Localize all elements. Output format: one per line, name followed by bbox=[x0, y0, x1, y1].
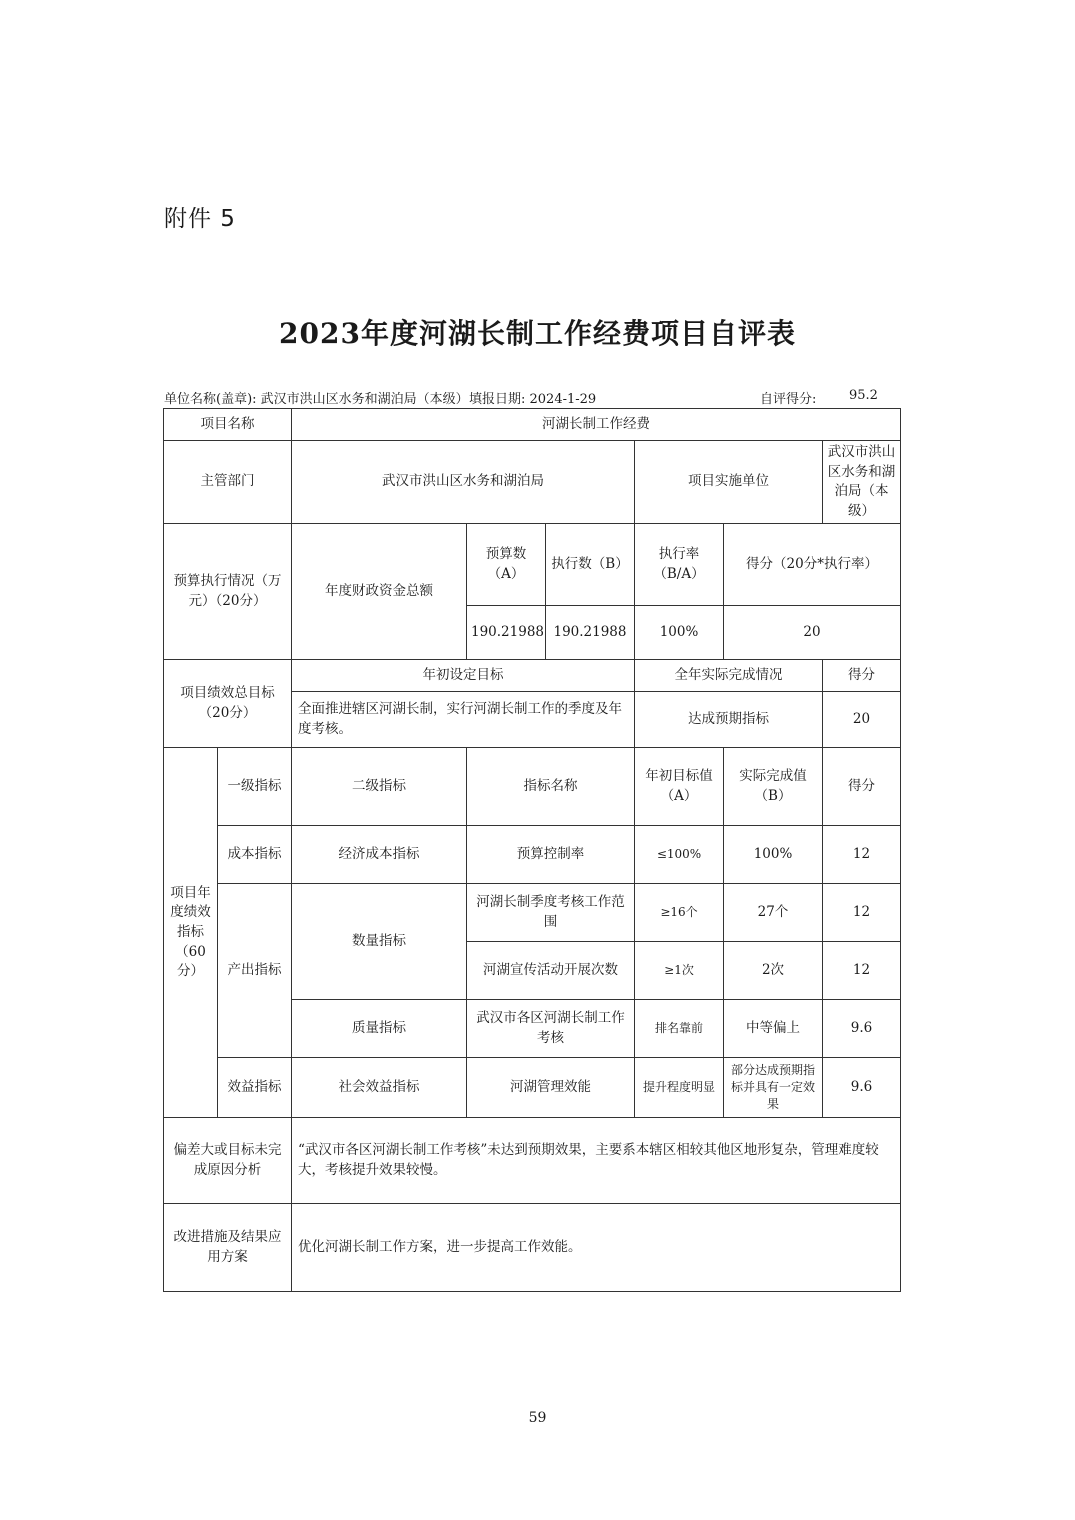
level2-header: 二级指标 bbox=[292, 748, 467, 826]
level2-quality: 质量指标 bbox=[292, 1000, 467, 1058]
table-row bbox=[164, 884, 901, 942]
actual-completion-header: 全年实际完成情况 bbox=[635, 660, 823, 692]
table-row bbox=[164, 826, 901, 884]
goal-score-header: 得分 bbox=[823, 660, 901, 692]
indicator-score: 12 bbox=[823, 884, 901, 942]
indicator-score: 12 bbox=[823, 826, 901, 884]
budget-score-header: 得分（20分*执行率） bbox=[724, 524, 901, 606]
actual-value: 部分达成预期指标并具有一定效果 bbox=[724, 1058, 823, 1118]
improvement-row bbox=[164, 1204, 901, 1292]
self-score-label: 自评得分: bbox=[760, 392, 817, 407]
budget-a-header: 预算数（A） bbox=[467, 524, 546, 606]
actual-value: 27个 bbox=[724, 884, 823, 942]
set-goal-value: 全面推进辖区河湖长制，实行河湖长制工作的季度及年度考核。 bbox=[292, 692, 635, 748]
deviation-text: “武汉市各区河湖长制工作考核”未达到预期效果，主要系本辖区相较其他区地形复杂，管理难度较大，考核提升效果较慢。 bbox=[292, 1118, 901, 1204]
indicator-score: 12 bbox=[823, 942, 901, 1000]
level1-cost: 成本指标 bbox=[218, 826, 292, 884]
department-row bbox=[164, 441, 901, 524]
indicator-name-header: 指标名称 bbox=[467, 748, 635, 826]
budget-score-value: 20 bbox=[724, 606, 901, 660]
indicator-name: 河湖管理效能 bbox=[467, 1058, 635, 1118]
deviation-label: 偏差大或目标未完成原因分析 bbox=[164, 1118, 292, 1204]
indicator-header-row bbox=[164, 748, 901, 826]
exec-rate-header: 执行率（B/A） bbox=[635, 524, 724, 606]
actual-completion-value: 达成预期指标 bbox=[635, 692, 823, 748]
document-title: 2023年度河湖长制工作经费项目自评表 bbox=[279, 317, 796, 350]
deviation-row bbox=[164, 1118, 901, 1204]
indicator-name: 预算控制率 bbox=[467, 826, 635, 884]
indicator-score: 9.6 bbox=[823, 1058, 901, 1118]
actual-value: 2次 bbox=[724, 942, 823, 1000]
indicator-name: 武汉市各区河湖长制工作考核 bbox=[467, 1000, 635, 1058]
level2-quantity: 数量指标 bbox=[292, 884, 467, 1000]
evaluation-table bbox=[163, 408, 901, 1292]
indicator-name: 河湖宣传活动开展次数 bbox=[467, 942, 635, 1000]
indicators-label: 项目年度绩效指标（60分） bbox=[164, 748, 218, 1118]
level1-header: 一级指标 bbox=[218, 748, 292, 826]
budget-b-header: 执行数（B） bbox=[546, 524, 635, 606]
target-value: ≥16个 bbox=[635, 884, 724, 942]
level1-output: 产出指标 bbox=[218, 884, 292, 1058]
set-goal-header: 年初设定目标 bbox=[292, 660, 635, 692]
department-label: 主管部门 bbox=[164, 441, 292, 524]
budget-label: 预算执行情况（万元）（20分） bbox=[164, 524, 292, 660]
fund-total-label: 年度财政资金总额 bbox=[292, 524, 467, 660]
project-name-row bbox=[164, 409, 901, 441]
project-name-label: 项目名称 bbox=[164, 409, 292, 441]
implementing-unit-label: 项目实施单位 bbox=[635, 441, 823, 524]
improvement-text: 优化河湖长制工作方案，进一步提高工作效能。 bbox=[292, 1204, 901, 1292]
budget-header-row bbox=[164, 524, 901, 606]
self-score-value: 95.2 bbox=[849, 388, 878, 403]
indicator-name: 河湖长制季度考核工作范围 bbox=[467, 884, 635, 942]
actual-value-header: 实际完成值（B） bbox=[724, 748, 823, 826]
actual-value: 100% bbox=[724, 826, 823, 884]
department-value: 武汉市洪山区水务和湖泊局 bbox=[292, 441, 635, 524]
exec-rate-value: 100% bbox=[635, 606, 724, 660]
level1-benefit: 效益指标 bbox=[218, 1058, 292, 1118]
attachment-label: 附件 5 bbox=[164, 206, 236, 232]
target-value: ≤100% bbox=[635, 826, 724, 884]
meta-line bbox=[164, 388, 900, 408]
actual-value: 中等偏上 bbox=[724, 1000, 823, 1058]
level2-economic-cost: 经济成本指标 bbox=[292, 826, 467, 884]
indicator-score: 9.6 bbox=[823, 1000, 901, 1058]
level2-social-benefit: 社会效益指标 bbox=[292, 1058, 467, 1118]
implementing-unit-value: 武汉市洪山区水务和湖泊局（本级） bbox=[823, 441, 901, 524]
budget-b-value: 190.21988 bbox=[546, 606, 635, 660]
target-value: 提升程度明显 bbox=[635, 1058, 724, 1118]
improvement-label: 改进措施及结果应用方案 bbox=[164, 1204, 292, 1292]
budget-a-value: 190.21988 bbox=[467, 606, 546, 660]
target-value: ≥1次 bbox=[635, 942, 724, 1000]
table-row bbox=[164, 1058, 901, 1118]
fill-date: 填报日期: 2024-1-29 bbox=[469, 392, 597, 407]
indicator-score-header: 得分 bbox=[823, 748, 901, 826]
unit-name: 单位名称(盖章): 武汉市洪山区水务和湖泊局（本级） bbox=[164, 392, 469, 407]
goal-score-value: 20 bbox=[823, 692, 901, 748]
overall-goal-label: 项目绩效总目标（20分） bbox=[164, 660, 292, 748]
project-name-value: 河湖长制工作经费 bbox=[292, 409, 901, 441]
target-value: 排名靠前 bbox=[635, 1000, 724, 1058]
target-header: 年初目标值（A） bbox=[635, 748, 724, 826]
page-number: 59 bbox=[528, 1410, 547, 1426]
goal-header-row bbox=[164, 660, 901, 692]
